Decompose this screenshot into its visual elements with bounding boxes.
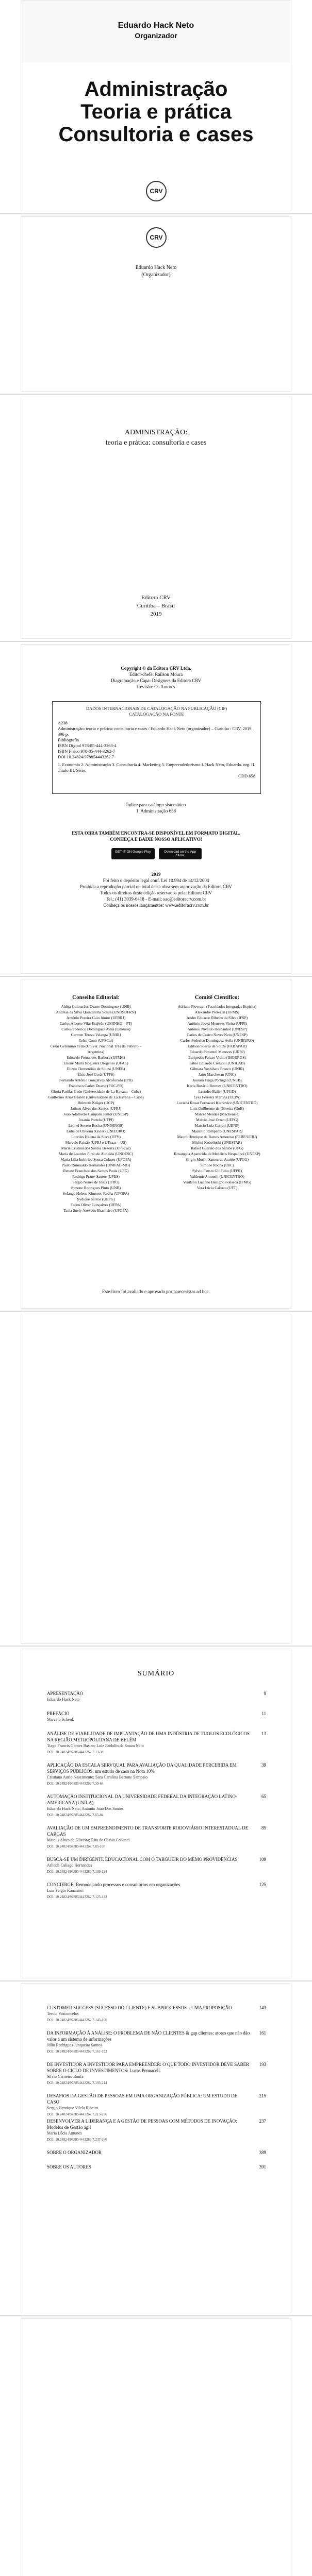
editorial-council xyxy=(42,995,150,1213)
cataloging-isbn-digital: ISBN Digital 978-85-444-3263-4 xyxy=(58,743,117,748)
title-page-publisher: Editora CRV xyxy=(141,595,171,601)
page-separator xyxy=(0,1980,312,1981)
page-separator xyxy=(0,394,312,395)
summary-entry-page: 39 xyxy=(261,1762,266,1768)
council-member: Jairo Marchesan (UNC) xyxy=(198,1072,236,1077)
council-member: Carmen Tereza Velanga (UNIR) xyxy=(71,1032,121,1037)
council-member: Solange Helena Ximenes-Rocha (UFOPA) xyxy=(62,1191,129,1196)
summary-entry[interactable] xyxy=(47,2030,266,2055)
council-member: Alexandre Pierezan (UFMS) xyxy=(194,1010,240,1014)
google-play-badge[interactable]: GET IT ON Google Play xyxy=(111,848,155,859)
cover-title-line2: Teoria e prática xyxy=(80,100,232,123)
summary-entry[interactable] xyxy=(47,2149,266,2156)
council-member: Lourdes Helena da Silva (UFV) xyxy=(71,1134,121,1139)
summary-entry-page: 237 xyxy=(259,2119,266,2124)
summary-entry-doi[interactable]: DOI: 10.24824/978854443262.7.143-160 xyxy=(47,2018,107,2022)
copyright-design: Diagramação e Capa: Designers da Editora CRV xyxy=(110,678,202,683)
index-item: 1. Administração 658 xyxy=(136,808,176,814)
council-member: Antonio Nivaldo Hespanhol (UNESP) xyxy=(187,1027,247,1031)
cataloging-cdd: CDD 658 xyxy=(238,773,255,778)
council-member: Marcio Jose Ornat (UEPG) xyxy=(196,1117,238,1122)
council-member: Maria Cristina dos Santos Bezerra (UFSCar) xyxy=(61,1146,131,1150)
cataloging-subjects: 1. Economia 2. Administração 3. Consultoria 4. Marketing 5. Empreendedorismo I. Hack Neto, Eduardo. org. II. Título III. Série. xyxy=(58,762,255,773)
summary-entry-page: 389 xyxy=(259,2150,266,2155)
summary-entry-author: Arlinda Caliago Hernandes xyxy=(47,1863,92,1868)
council-member: Helmuth Krüger (UCP) xyxy=(77,1100,114,1105)
council-member: Marcio Luiz Carreri (UENP) xyxy=(194,1123,240,1128)
summary-entry[interactable] xyxy=(47,1710,266,1723)
summary-entry-doi[interactable]: DOI: 10.24824/978854443262.7.237-266 xyxy=(47,2138,107,2142)
council-member: Sérgio Murilo Santos de Araújo (UFCG) xyxy=(185,1157,249,1162)
council-member: Marcelo Paixão (UFRJ e UTexas – US) xyxy=(65,1140,127,1145)
summary-entry-title: CONCIERGE: Remodelando processos e consultórios em organizações xyxy=(47,1882,180,1887)
summary-entry-page: 109 xyxy=(259,1857,266,1862)
page-separator xyxy=(0,213,312,214)
app-store-badge[interactable]: Download on the App Store xyxy=(159,848,202,859)
summary-entry[interactable] xyxy=(47,1856,266,1875)
title-page-subtitle: teoria e prática: consultoria e cases xyxy=(105,439,207,447)
digital-notice-line1: ESTA OBRA TAMBÉM ENCONTRA-SE DISPONÍVEL EM FORMATO DIGITAL. xyxy=(72,831,240,836)
cataloging-header: DADOS INTERNACIONAIS DE CATALOGAÇÃO NA PUBLICAÇÃO (CIP) xyxy=(86,706,227,711)
summary-entry-author: Tiago Francis Gomes Bastos; Luiz Rodolfo de Souza Neto xyxy=(47,1743,144,1748)
summary-entry-title: DA INFORMAÇÃO À ANÁLISE: O PROBLEMA DE NÃO CLIENTES & gap clientes: atores que não dão valor a um sistema de informações xyxy=(47,2030,250,2042)
summary-entry-title: BUSCA-SE UM DIRIGENTE EDUCACIONAL COM O TARGUEIR DO MEMO PROVIDÊNCIAS xyxy=(47,1857,238,1862)
summary-entry-doi[interactable]: DOI: 10.24824/978854443262.7.215-236 xyxy=(47,2112,107,2116)
council-member: Vera Lúcia Caixeta (UFT) xyxy=(196,1185,238,1190)
inner-editor-role: (Organizador) xyxy=(141,272,171,278)
cataloging-entry: Administração: teoria e prática: consultoria e cases / Eduardo Hack Neto (organizador) – Curitiba : CRV, 2019. xyxy=(58,726,253,731)
page-separator xyxy=(0,976,312,977)
council-member: Luiz Guilherme de Oliveira (UnB) xyxy=(190,1106,244,1111)
council-member: Euripedes Falcao Vieira (IHGRRGS) xyxy=(188,1055,246,1060)
council-member: Jailson Alves dos Santos (UFRJ) xyxy=(70,1106,122,1111)
council-member: Elione Maria Nogueira Diogenes (UFAL) xyxy=(63,1061,128,1065)
councils-page xyxy=(21,979,291,1309)
index-block xyxy=(21,802,291,814)
summary-entry-title: ANÁLISE DE VIABILIDADE DE IMPLANTAÇÃO DE UMA INDÚSTRIA DE TIJOLOS ECOLÓGICOS NA REGIÃO METROPOLITANA DE BELÉM xyxy=(47,1731,250,1742)
council-member: Antônio Pereira Gaio Júnior (UFRRJ) xyxy=(66,1015,126,1020)
summary-entry[interactable] xyxy=(47,2005,266,2023)
council-member: Josania Portela (UFPI) xyxy=(78,1117,114,1122)
summary-entry-author: Eduardo Hack Neto xyxy=(47,1697,80,1702)
council-member: Valdemir Antoneli (UNICENTRO) xyxy=(190,1174,244,1179)
summary-entry-page: 391 xyxy=(259,2164,266,2170)
digital-notice-line2: CONHEÇA E BAIXE NOSSO APLICATIVO! xyxy=(110,837,202,842)
summary-entry-author: Eduardo Hack Neto; Antonio Joao Dos Santos xyxy=(47,1806,124,1811)
summary-entry[interactable] xyxy=(47,1825,266,1850)
cover-title-line3: Consultoria e cases xyxy=(58,123,254,146)
council-member: Carlos Federico Dominguez Avila (Unieuro) xyxy=(61,1027,130,1031)
council-member: Simone Rodrigues Pinto (UNB) xyxy=(71,1185,121,1190)
council-member: Rafael Guarato dos Santos (UFG) xyxy=(191,1146,243,1150)
summary-entry-title: APRESENTAÇÃO xyxy=(47,1691,84,1696)
page-separator xyxy=(0,1311,312,1312)
summary-entry-title: DESENVOLVER A LIDERANÇA E A GESTÃO DE PESSOAS COM MÉTODOS DE INOVAÇÃO: Modelos de Gestão ágil xyxy=(47,2119,237,2130)
half-title-page xyxy=(21,216,291,392)
council-member: Marcel Mendes (Mackenzie) xyxy=(194,1112,240,1116)
council-member: Jussara Fraga Portugal (UNEB) xyxy=(192,1078,242,1082)
council-member: Sylvio Fausto Gil Filho (UFPR) xyxy=(192,1168,242,1173)
council-member: Rosangela Aparecida de Medeiros Hespanhol (UNESP) xyxy=(174,1151,260,1156)
summary-entry-page: 161 xyxy=(259,2030,266,2036)
council-member: João Adalberto Campato Junior (UNESP) xyxy=(63,1112,128,1116)
council-member: Leonel Severo Rocha (UNISINOS) xyxy=(68,1123,124,1128)
summary-entry[interactable] xyxy=(47,1690,266,1703)
summary-page-2 xyxy=(21,1984,291,2313)
summary-entry-doi[interactable]: DOI: 10.24824/978854443262.7.65-84 xyxy=(47,1813,104,1817)
summary-entry-page: 13 xyxy=(261,1731,266,1736)
app-store-badges xyxy=(111,848,202,859)
council-member: Edilson Soares de Souza (FABAPAR) xyxy=(187,1044,247,1048)
summary-entry[interactable] xyxy=(47,1762,266,1787)
council-member: Leandro Baller (UFGD) xyxy=(198,1089,236,1094)
council-member: Luciana Rosar Fornazari Klanovicz (UNICENTRO) xyxy=(176,1100,258,1105)
publisher-logo-small: CRV xyxy=(146,227,167,248)
summary-entry-page: 143 xyxy=(259,2005,266,2010)
summary-entry-title: AUTOMAÇÃO INSTITUCIONAL DA UNIVERSIDADE FEDERAL DA INTEGRAÇÃO LATINO-AMERICANA (UNILA) xyxy=(47,1794,237,1805)
council-member: Gilmara Yoshihara Franco (UNIR) xyxy=(190,1066,244,1071)
council-member: Lysa Ferreira Martins (UEPA) xyxy=(193,1095,241,1099)
council-member: Andréia da Silva Quintanilha Sousa (UNIR/UFRN) xyxy=(56,1010,136,1014)
blank-page xyxy=(21,1314,291,1643)
council-member: Lídia de Oliveira Xavier (UNIEURO) xyxy=(66,1129,126,1133)
legal-rights: Todos os direitos desta edição reservados pela: Editora CRV xyxy=(100,890,212,895)
summary-entry-page: 125 xyxy=(259,1882,266,1887)
title-page xyxy=(21,397,291,639)
cataloging-bibliography: Bibliografia xyxy=(58,737,79,742)
summary-entry-title: APLICAÇÃO DA ESCALA SERVQUAL PARA AVALIAÇÃO DA QUALIDADE PERCEBIDA EM SERVIÇOS PÚBLICOS: um estudo de caso na Nota 10% xyxy=(47,1762,237,1774)
cataloging-pages: 396 p. xyxy=(58,732,69,737)
digital-notice xyxy=(21,830,291,842)
council-member: Maurilio Rompatto (UNESPAR) xyxy=(191,1129,243,1133)
legal-year: 2019 xyxy=(151,872,161,877)
cover-editor-role: Organizador xyxy=(135,31,177,40)
council-member: Francisco Carlos Duarte (PUC-PR) xyxy=(68,1083,124,1088)
summary-entry-doi[interactable]: DOI: 10.24824/978854443262.7.193-214 xyxy=(47,2081,107,2085)
summary-page-1 xyxy=(21,1649,291,1978)
council-member: Élsio José Corá (UFFS) xyxy=(77,1072,114,1077)
cataloging-code: A238 xyxy=(58,720,68,725)
summary-entry-author: Marcelo Schenk xyxy=(47,1717,74,1722)
council-member: Carlos Alberto Vilar Estêvão (UMINHO – PT) xyxy=(59,1021,133,1026)
legal-deposit: Foi feito o depósito legal conf. Lei 10.994 de 14/12/2004 xyxy=(103,878,209,883)
council-member: Elizeu Clementino de Souza (UNEB) xyxy=(67,1066,125,1071)
summary-entry-page: 85 xyxy=(261,1825,266,1831)
summary-entry-author: Cristiano Aurio Nascimento; Sara Carolina Bertone Sampaio xyxy=(47,1775,148,1780)
council-member: Simone Rocha (UnC) xyxy=(200,1163,234,1167)
cover-page xyxy=(21,0,291,211)
council-member: Michel Kobelinski (UNESPAR) xyxy=(192,1140,242,1145)
council-member: Rodrigo Pratte-Santos (UFES) xyxy=(72,1174,120,1179)
cover-editor-name: Eduardo Hack Neto xyxy=(118,21,194,30)
cataloging-header-2: CATALOGAÇÃO NA FONTE xyxy=(129,711,184,717)
council-member: Antônio Jeová Menezes Vieira (UFPI) xyxy=(187,1021,247,1026)
cover-title xyxy=(21,78,291,146)
copyright-line: Copyright © da Editora CRV Ltda. xyxy=(121,666,191,671)
summary-entry[interactable] xyxy=(47,2164,266,2170)
summary-entry-title: CUSTOMER SUCCESS (SUCESSO DO CLIENTE) E SUBPROCESSOS – UMA PROPOSIÇÃO xyxy=(47,2005,232,2010)
council-member: Fabio Eduardo Cressoni (UNILAB) xyxy=(189,1061,245,1065)
council-member: Gloria Fariñas León (Universidade de La Havana – Cuba) xyxy=(51,1089,141,1094)
title-page-title: ADMINISTRAÇÃO: xyxy=(124,429,188,436)
summary-entry-title: DE INVESTIDOR A INVESTIDOR PARA EMPREENDER: O QUE TODO INVESTIDOR DEVE SABER SOBRE O CICLO DE INVESTIMENTOS: Lucas Pennacell xyxy=(47,2062,250,2073)
council-member: Carlos Federico Dominguez Avila (UNIEURO) xyxy=(180,1038,254,1043)
council-member: Cesar Gerónimo Tello (Univer. Nacional Três de Febrero – Argentina) xyxy=(50,1044,142,1054)
summary-entry[interactable] xyxy=(47,2093,266,2117)
copyright-block xyxy=(21,665,291,690)
cataloging-doi: DOI 10.24824/978854443262.7 xyxy=(58,754,114,759)
council-member: Celso Conti (UFSCar) xyxy=(78,1038,113,1043)
council-member: Sérgio Nunes de Jesus (IFRO) xyxy=(72,1180,120,1184)
summary-entry-page: 193 xyxy=(259,2062,266,2067)
summary-entry-doi[interactable]: DOI: 10.24824/978854443262.7.125-142 xyxy=(47,1895,107,1899)
legal-reproduction: Proibida a reprodução parcial ou total desta obra sem autorização da Editora CRV xyxy=(80,884,232,889)
legal-block xyxy=(21,871,291,908)
council-member: Carlos de Castro Neves Neto (UNESP) xyxy=(187,1032,248,1037)
peer-review-note: Este livro foi avaliado e aprovado por pareceristas ad hoc. xyxy=(102,1289,210,1294)
cover-title-line1: Administração xyxy=(84,78,228,100)
summary-entry-author: Júlio Rodrigues Junqueira Santos xyxy=(47,2043,102,2047)
summary-entry-doi[interactable]: DOI: 10.24824/978854443262.7.161-192 xyxy=(47,2049,107,2054)
summary-entry-doi[interactable]: DOI: 10.24824/978854443262.7.13-38 xyxy=(47,1750,104,1754)
summary-entry-title: SOBRE O ORGANIZADOR xyxy=(47,2150,102,2155)
council-member: Aldira Guimarães Duarte Domínguez (UNB) xyxy=(61,1004,131,1009)
page-separator xyxy=(0,641,312,642)
scientific-committee xyxy=(163,995,271,1191)
summary-entry-title: AVALIAÇÃO DE UM EMPREENDIMENTO DE TRANSPORTE RODOVIÁRIO INTERESTADUAL DE CARGAS xyxy=(47,1825,249,1837)
copyright-review: Revisão: Os Autores xyxy=(137,684,175,689)
title-page-city: Curitiba – Brasil xyxy=(137,603,175,609)
council-member: Eduardo Pimentel Menezes (UERJ) xyxy=(189,1049,245,1054)
cataloging-box xyxy=(52,701,261,794)
scientific-committee-list xyxy=(163,1004,271,1191)
council-member: Karla Rosário Brumes (UNICENTRO) xyxy=(187,1083,248,1088)
summary-entry-title: DESAFIOS DA GESTÃO DE PESSOAS EM UMA ORGANIZAÇÃO PÚBLICA: UM ESTUDO DE CASO xyxy=(47,2093,238,2105)
council-member: Mauro Henrique de Barros Amoroso (FEBF/UERJ) xyxy=(177,1134,257,1139)
summary-entry-author: Mateus Alves de Oliveira; Rita de Cássia Cobucci xyxy=(47,1838,130,1842)
summary-entry-page: 11 xyxy=(261,1711,266,1716)
title-page-year: 2019 xyxy=(150,611,162,617)
scientific-committee-title: Comitê Científico: xyxy=(194,994,240,1001)
council-member: Guillermo Arias Beatón (Universidade de La Havana – Cuba) xyxy=(48,1095,144,1099)
summary-entry-page: 9 xyxy=(264,1691,266,1696)
index-title: Índice para catálogo sistemático xyxy=(126,802,186,807)
summary-entry-author: Tercio Vasconcelos xyxy=(47,2011,79,2016)
council-member: Maria Lília Imbiriba Sousa Colares (UFOPA) xyxy=(60,1157,132,1162)
cataloging-isbn-print: ISBN Físico 978-85-444-3262-7 xyxy=(58,749,115,754)
legal-website: Conheça os nossos lançamentos: www.editoracrv.com.br xyxy=(103,903,209,908)
council-member: Maria de Lourdes Pinto de Almeida (UNOESC) xyxy=(58,1151,134,1156)
summary-entry-page: 65 xyxy=(261,1794,266,1799)
summary-entry-author: Silvio Carneiro Bonfa xyxy=(47,2074,84,2079)
summary-entry-title: SOBRE OS AUTORES xyxy=(47,2164,91,2170)
council-member: Tadeu Oliver Gonçalves (UFPA) xyxy=(70,1202,122,1207)
council-member: Renato Francisco dos Santos Paula (UFG) xyxy=(63,1168,129,1173)
summary-entry[interactable] xyxy=(47,2118,266,2143)
summary-entry[interactable] xyxy=(47,1731,266,1755)
summary-entry-page: 215 xyxy=(259,2093,266,2098)
summary-title: SUMÁRIO xyxy=(137,1670,175,1677)
council-member: Eduardo Fernandes Barbosa (UFMG) xyxy=(67,1055,125,1060)
summary-entry-title: PREFÁCIO xyxy=(47,1711,70,1716)
summary-entry[interactable] xyxy=(47,1882,266,1900)
publisher-logo: CRV xyxy=(146,181,167,201)
council-member: Adriane Piovezan (Faculdades Integradas Espírita) xyxy=(177,1004,257,1009)
editorial-council-title: Conselho Editorial: xyxy=(72,994,120,1001)
legal-contact: Tel.: (41) 3039-6418 - E-mail: sac@editoracrv.com.br xyxy=(106,896,206,902)
page-separator xyxy=(0,2315,312,2316)
summary-entry-doi[interactable]: DOI: 10.24824/978854443262.7.85-108 xyxy=(47,1844,106,1849)
council-member: Tania Suely Azevedo Brasileiro (UFOPA) xyxy=(63,1208,128,1213)
council-member: Andre Eduardo Ribeiro da Silva (IFSP) xyxy=(186,1015,248,1020)
council-member: Sydione Santos (UEPG) xyxy=(77,1197,115,1201)
summary-entry-author: Luis Sergio Kanamori xyxy=(47,1888,84,1893)
summary-entry[interactable] xyxy=(47,1793,266,1818)
copyright-page xyxy=(21,644,291,974)
council-member: Paulo Romualdo Hernandes (UNIFAL-MG) xyxy=(61,1163,130,1167)
summary-entry-author: Maria Lúcia Antunes xyxy=(47,2131,82,2136)
editorial-council-list xyxy=(42,1004,150,1213)
summary-entry-doi[interactable]: DOI: 10.24824/978854443262.7.109-124 xyxy=(47,1870,107,1874)
page-separator xyxy=(0,1646,312,1647)
summary-entry[interactable] xyxy=(47,2061,266,2086)
summary-entry-doi[interactable]: DOI: 10.24824/978854443262.7.39-64 xyxy=(47,1782,104,1786)
copyright-editor: Editor-chefe: Railson Moura xyxy=(129,672,183,677)
summary-entry-author: Sergio Henrique Vilela Ribeiro xyxy=(47,2106,98,2110)
council-member: Venilson Luciano Benigno Fonseca (IFMG) xyxy=(183,1180,252,1184)
inner-editor-name: Eduardo Hack Neto xyxy=(135,265,177,270)
blank-page-2 xyxy=(21,2318,291,2576)
council-member: Fernando Antônio Gonçalves Alcoforado (IPB) xyxy=(59,1078,133,1082)
